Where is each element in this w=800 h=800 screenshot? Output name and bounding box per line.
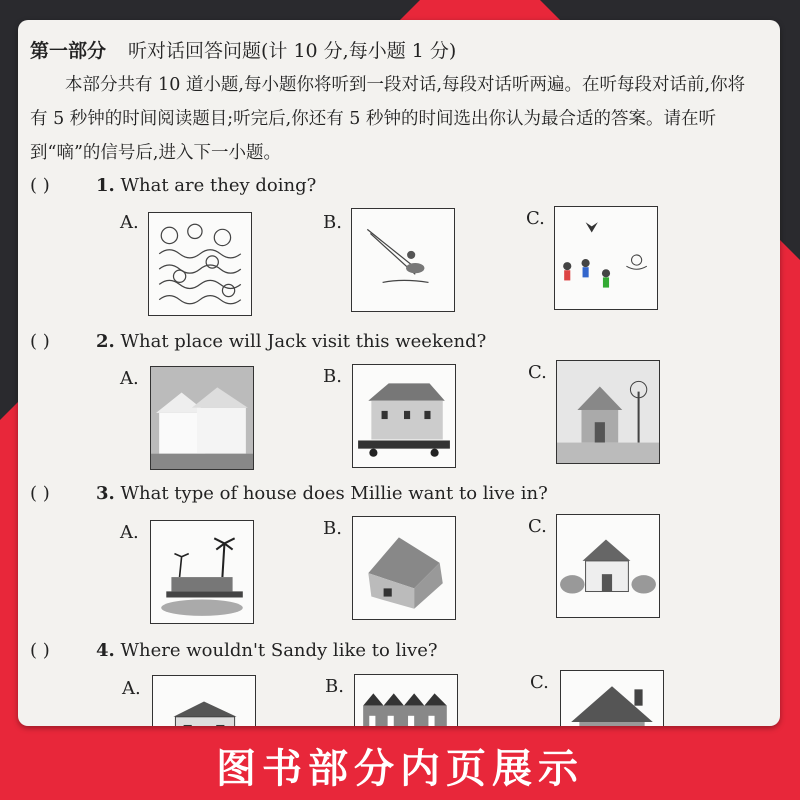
q3-option-b-image: [352, 516, 456, 620]
option-c-label: C.: [528, 362, 547, 383]
question-text: What are they doing?: [120, 175, 317, 196]
question-text: What type of house does Millie want to live in?: [120, 483, 548, 504]
option-a-label: A.: [120, 212, 139, 233]
question-3: [30, 483, 548, 504]
q3-option-c-image: [556, 514, 660, 618]
question-2: [30, 331, 486, 352]
option-c-label: C.: [528, 516, 547, 537]
book-page: [18, 20, 780, 726]
question-number: 3.: [96, 483, 115, 504]
q2-option-c-image: [556, 360, 660, 464]
option-b-label: B.: [323, 366, 342, 387]
q1-option-a-image: [148, 212, 252, 316]
section-label: 第一部分: [30, 40, 107, 62]
question-text: What place will Jack visit this weekend?: [120, 331, 487, 352]
option-a-label: A.: [122, 678, 141, 699]
q4-option-c-image: [560, 670, 664, 726]
option-b-label: B.: [325, 676, 344, 697]
answer-blank: ( ): [30, 175, 50, 196]
q2-option-b-image: [352, 364, 456, 468]
question-number: 2.: [96, 331, 115, 352]
option-a-label: A.: [120, 368, 139, 389]
q2-option-a-image: [150, 366, 254, 470]
option-a-label: A.: [120, 522, 139, 543]
q3-option-a-image: [150, 520, 254, 624]
question-number: 4.: [96, 640, 115, 661]
instructions-paragraph: 本部分共有 10 道小题,每小题你将听到一段对话,每段对话听两遍。在听每段对话前,你将有 5 秒钟的时间阅读题目;听完后,你还有 5 秒钟的时间选出你认为最合适的答案。请在听到“嘀”的信号后,进入下一小题。: [30, 75, 746, 163]
option-c-label: C.: [530, 672, 549, 693]
q1-option-c-image: [554, 206, 658, 310]
promo-banner: 图书部分内页展示: [216, 745, 584, 792]
answer-blank: ( ): [30, 640, 50, 661]
option-c-label: C.: [526, 208, 545, 229]
question-1: [30, 175, 316, 196]
question-text: Where wouldn't Sandy like to live?: [120, 640, 438, 661]
q4-option-a-image: [152, 675, 256, 726]
question-4: [30, 640, 438, 661]
q4-option-b-image: [354, 674, 458, 726]
q1-option-b-image: [351, 208, 455, 312]
answer-blank: ( ): [30, 331, 50, 352]
option-b-label: B.: [323, 518, 342, 539]
question-number: 1.: [96, 175, 115, 196]
section-title: 听对话回答问题(计 10 分,每小题 1 分): [128, 40, 457, 62]
answer-blank: ( ): [30, 483, 50, 504]
section-header: [30, 36, 456, 63]
option-b-label: B.: [323, 212, 342, 233]
